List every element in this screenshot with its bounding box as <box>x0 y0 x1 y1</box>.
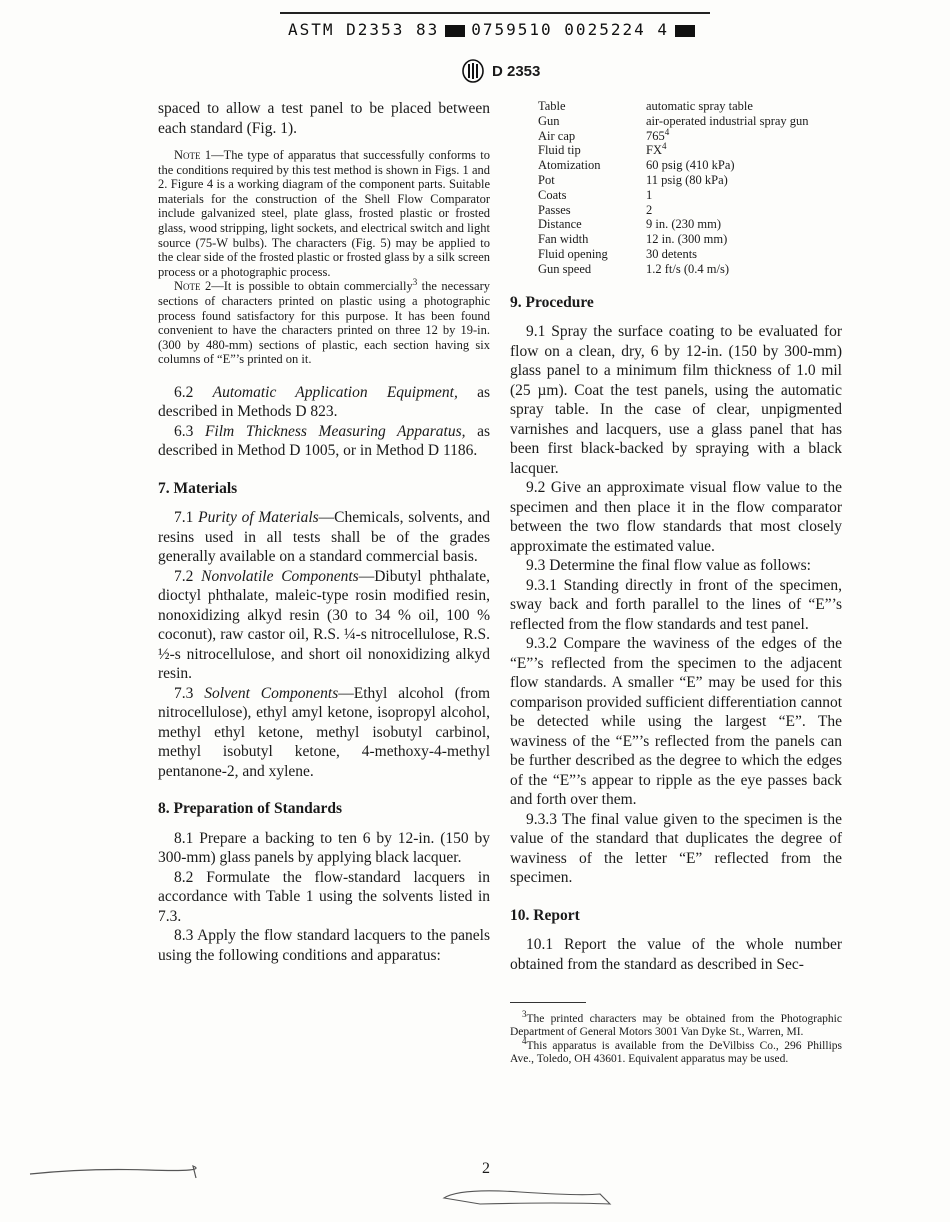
left-column <box>158 99 490 965</box>
section-8-1: 8.1 Prepare a backing to ten 6 by 12-in. (150 by 300-mm) glass panels by applying black lacquer. <box>158 829 490 867</box>
condition-row <box>538 188 858 203</box>
section-9-1: 9.1 Spray the surface coating to be evaluated for flow on a clean, dry, 6 by 12-in. (150 by 300-mm) glass panel to a minimum film thickness of 1.0 mil (25 µm). Coat the test panels, using the automatic spray table. In the case of clear, unpigmented varnishes and lacquers, use a glass panel that has been first black-backed by spraying with a black lacquer. <box>510 323 842 477</box>
heading-report: 10. Report <box>510 906 580 924</box>
designation-header <box>462 58 540 84</box>
condition-row <box>538 158 858 173</box>
code-part-1: ASTM D2353 83 <box>288 20 440 39</box>
condition-value: air-operated industrial spray gun <box>646 113 809 128</box>
black-block-icon <box>675 25 695 37</box>
heading-procedure: 9. Procedure <box>510 293 594 311</box>
condition-value: 30 detents <box>646 246 698 261</box>
condition-row <box>538 129 858 144</box>
condition-label: Gun <box>538 113 560 128</box>
condition-value: 12 in. (300 mm) <box>646 232 728 247</box>
section-7-3: 7.3 Solvent Components—Ethyl alcohol (from nitrocellulose), ethyl amyl ketone, isopropyl alcohol, methyl ethyl ketone, methyl isobutyl carbinol, methyl isobutyl ketone, 4-methoxy-4-methyl pentanone-2, and xylene. <box>158 684 490 780</box>
condition-label: Fluid opening <box>538 246 608 261</box>
condition-row <box>538 217 858 232</box>
scan-mark-decoration <box>28 1160 198 1182</box>
scan-mark-decoration <box>440 1184 615 1208</box>
condition-label: Pot <box>538 172 555 187</box>
condition-value: 2 <box>646 202 653 217</box>
condition-row <box>538 114 858 129</box>
condition-row <box>538 99 858 114</box>
designation: D 2353 <box>492 62 541 80</box>
condition-row <box>538 143 858 158</box>
condition-label: Atomization <box>538 158 601 173</box>
condition-value: 1.2 ft/s (0.4 m/s) <box>646 261 729 276</box>
section-6-2: 6.2 Automatic Application Equipment, as described in Methods D 823. <box>158 383 490 421</box>
footnote-4: $^4$This apparatus is available from the DeVilbiss Co., 296 Phillips Ave., Toledo, OH 43601. Equivalent apparatus may be used. <box>510 1036 842 1066</box>
section-10-1: 10.1 Report the value of the whole number obtained from the standard as described in Sec- <box>510 936 842 973</box>
condition-label: Gun speed <box>538 261 592 276</box>
right-column <box>510 99 842 1067</box>
footnote-3: $^3$The printed characters may be obtained from the Photographic Department of General Motors 3001 Van Dyke St., Warren, MI. <box>510 1009 842 1039</box>
header-rule <box>280 12 710 14</box>
condition-label: Distance <box>538 217 582 232</box>
note-2: Note 2—It is possible to obtain commercially$^3$ the necessary sections of characters printed on plastic using a photographic process found satisfactory for this purpose. It has been found convenient to have the characters printed on three 12 by 19-in. (300 by 480-mm) sections of plastic, each section having six columns of “E”’s printed on it. <box>158 277 491 367</box>
section-7-2: 7.2 Nonvolatile Components—Dibutyl phthalate, dioctyl phthalate, maleic-type rosin modified resin, nonoxidizing alkyd resin (30 to 34 % oil, 100 % coconut), raw castor oil, R.S. ¼-s nitrocellulose, R.S. ½-s nitrocellulose, and short oil nonoxidizing alkyd resin. <box>158 567 490 683</box>
section-9-3-2: 9.3.2 Compare the waviness of the edges of the “E”’s reflected from the specimen to the adjacent flow standards. A smaller “E” may be used for this comparison provided sufficient differentiation cannot be detected while using the largest “E”. The waviness of the “E”’s reflected from the panels can be further described as the degree to which the edges of the “E”’s appear to ripple as the eye passes back and forth over them. <box>510 635 842 809</box>
section-9-3: 9.3 Determine the final flow value as follows: <box>526 557 811 575</box>
condition-label: Passes <box>538 202 571 217</box>
section-6-3: 6.3 Film Thickness Measuring Apparatus, as described in Method D 1005, or in Method D 1186. <box>158 422 491 460</box>
black-block-icon <box>445 25 465 37</box>
condition-value: 1 <box>646 187 653 202</box>
section-9-3-1: 9.3.1 Standing directly in front of the specimen, sway back and forth parallel to the lines of “E”’s reflected from the flow standards and test panel. <box>510 576 842 633</box>
page-number: 2 <box>482 1160 490 1177</box>
section-9-2: 9.2 Give an approximate visual flow value to the specimen and then place it in the flow comparator between the two flow standards that most closely approximate the estimated value. <box>510 479 842 555</box>
condition-row <box>538 173 858 188</box>
condition-row <box>538 203 858 218</box>
condition-value: 60 psig (410 kPa) <box>646 158 735 173</box>
note-1: Note 1—The type of apparatus that successfully conforms to the conditions required by this test method is shown in Figs. 1 and 2. Figure 4 is a working diagram of the component parts. Suitable materials for the construction of the Shell Flow Comparator include galvanized steel, plate glass, frosted plastic or frosted glass, wood stripping, light sockets, and electrical switch and light source (75-W bulbs). The characters (Fig. 5) may be applied to the clear side of the frosted plastic or frosted glass by a silk screen process or a photographic process. <box>158 148 490 279</box>
heading-materials: 7. Materials <box>158 479 238 497</box>
condition-row <box>538 232 858 247</box>
condition-label: Air cap <box>538 128 576 143</box>
conditions-table <box>538 99 858 277</box>
heading-preparation: 8. Preparation of Standards <box>158 800 343 818</box>
condition-label: Coats <box>538 187 567 202</box>
condition-row <box>538 262 858 277</box>
condition-label: Table <box>538 99 566 113</box>
section-8-3: 8.3 Apply the flow standard lacquers to the panels using the following conditions and apparatus: <box>158 927 490 964</box>
condition-row <box>538 247 858 262</box>
condition-label: Fluid tip <box>538 143 581 158</box>
footnote-rule <box>510 1002 586 1003</box>
condition-value: automatic spray table <box>646 99 753 113</box>
document-code <box>288 20 708 39</box>
section-9-3-3: 9.3.3 The final value given to the specimen is the value of the standard that duplicates the degree of waviness of the letter “E” reflected from the specimen. <box>510 810 842 887</box>
paragraph: spaced to allow a test panel to be placed between each standard (Fig. 1). <box>158 100 490 137</box>
code-part-2: 0759510 0025224 4 <box>471 20 669 39</box>
astm-logo-icon <box>462 59 484 83</box>
condition-value: 11 psig (80 kPa) <box>646 172 728 187</box>
condition-value: $FX^4$ <box>646 141 667 158</box>
section-7-1: 7.1 Purity of Materials—Chemicals, solvents, and resins used in all tests shall be of the grades generally available on a standard commercial basis. <box>158 509 490 566</box>
section-8-2: 8.2 Formulate the flow-standard lacquers in accordance with Table 1 using the solvents listed in 7.3. <box>158 868 490 925</box>
condition-label: Fan width <box>538 232 589 247</box>
condition-value: $765^4$ <box>646 126 670 143</box>
condition-value: 9 in. (230 mm) <box>646 217 721 232</box>
